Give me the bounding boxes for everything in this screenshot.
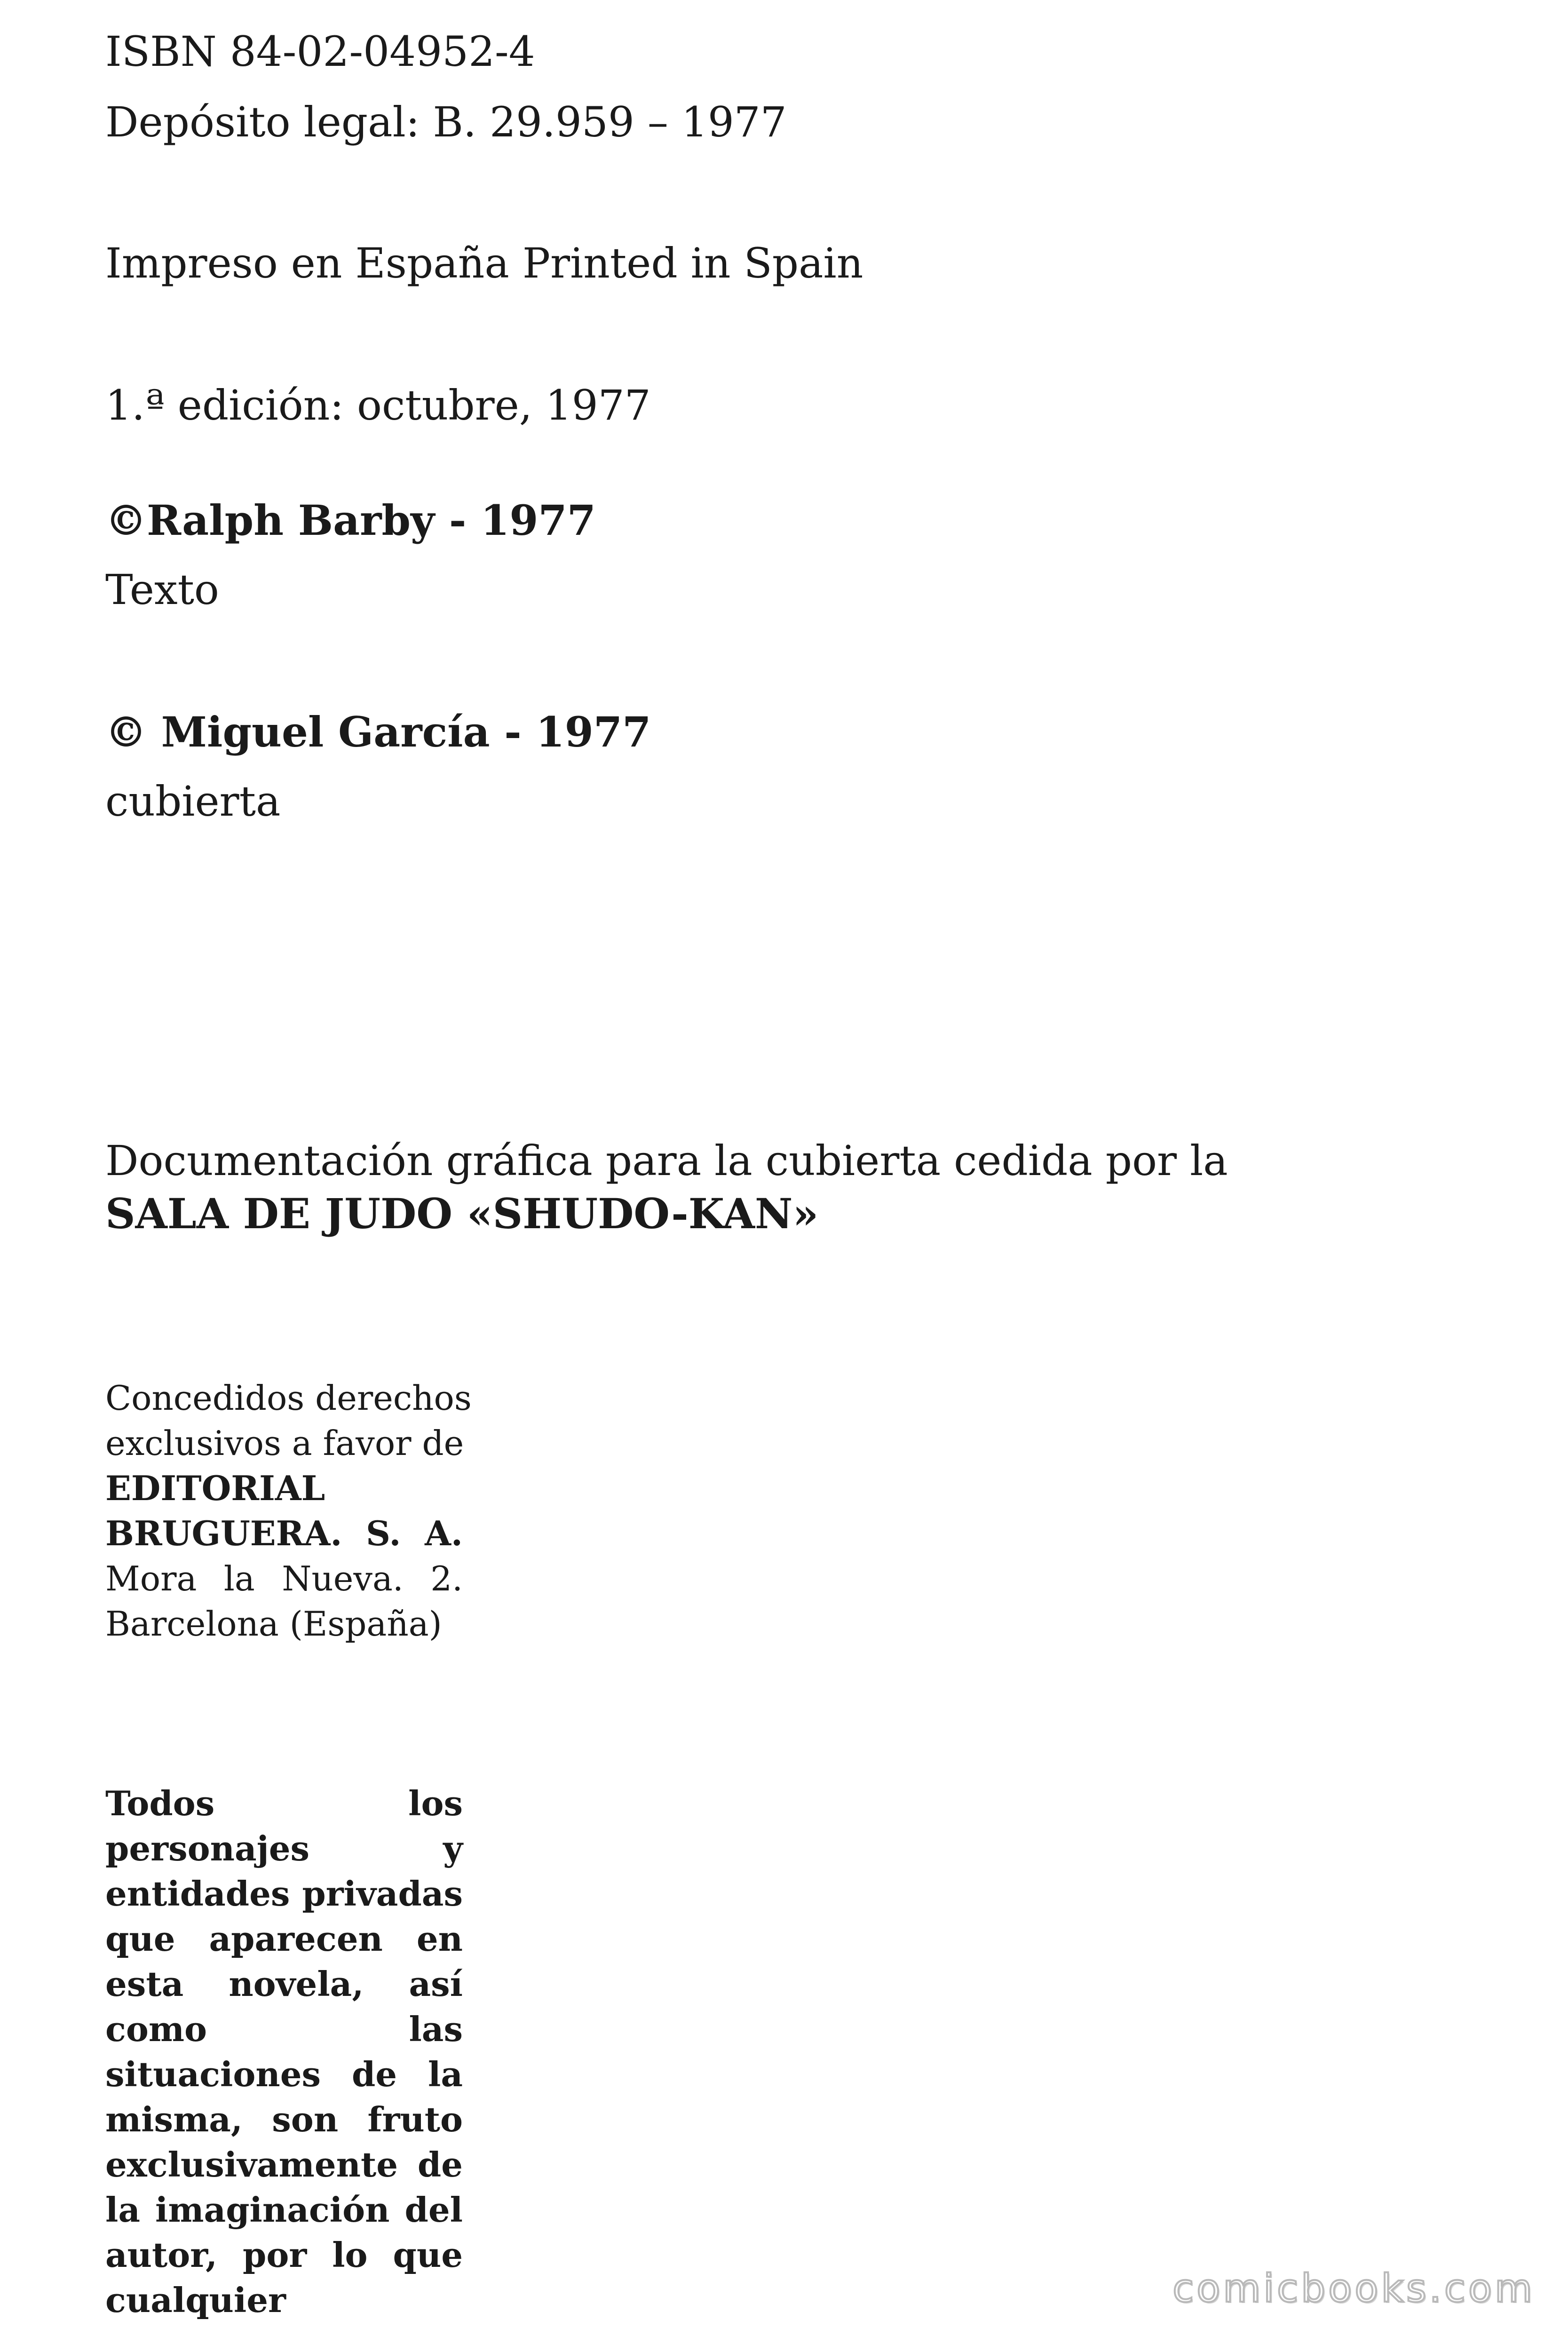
cover-copyright: © Miguel García - 1977	[105, 707, 651, 756]
publisher-city: Barcelona (España)	[105, 1604, 442, 1644]
publisher-name: EDITORIAL	[105, 1468, 325, 1508]
rights-notice	[105, 1375, 472, 1646]
fiction-disclaimer	[105, 1781, 463, 2323]
watermark: comicbooks.com	[1172, 2266, 1535, 2311]
deposito-legal-line: Depósito legal: B. 29.959 – 1977	[105, 98, 787, 146]
rights-line: Concedidos derechos	[105, 1378, 472, 1418]
rights-line: exclusivos a favor de	[105, 1423, 464, 1463]
disclaimer-line: exclusivamente de	[105, 2145, 463, 2185]
disclaimer-line: Todos los	[105, 1783, 463, 1823]
disclaimer-line: misma, son fruto	[105, 2099, 463, 2139]
publisher-address: Mora la Nueva. 2.	[105, 1559, 463, 1598]
cover-role: cubierta	[105, 777, 281, 826]
disclaimer-line: como las	[105, 2009, 463, 2049]
disclaimer-line: situaciones de la	[105, 2054, 463, 2094]
disclaimer-line: personajes y	[105, 1828, 463, 1868]
disclaimer-line: autor, por lo que	[105, 2235, 463, 2275]
disclaimer-line: esta novela, así	[105, 1964, 463, 2004]
disclaimer-line: la imaginación del	[105, 2190, 463, 2230]
disclaimer-line: entidades privadas	[105, 1874, 463, 1914]
judo-hall-name: SALA DE JUDO «SHUDO-KAN»	[105, 1189, 819, 1238]
author-role: Texto	[105, 565, 219, 614]
documentation-credit: Documentación gráfica para la cubierta cedida por la	[105, 1136, 1228, 1185]
publisher-name: BRUGUERA. S. A.	[105, 1513, 463, 1553]
disclaimer-line: cualquier	[105, 2280, 286, 2320]
printed-in-line: Impreso en España Printed in Spain	[105, 239, 863, 287]
author-copyright: ©Ralph Barby - 1977	[105, 496, 596, 545]
isbn-line: ISBN 84-02-04952-4	[105, 27, 535, 76]
disclaimer-line: que aparecen en	[105, 1919, 463, 1959]
edition-line: 1.ª edición: octubre, 1977	[105, 381, 651, 429]
